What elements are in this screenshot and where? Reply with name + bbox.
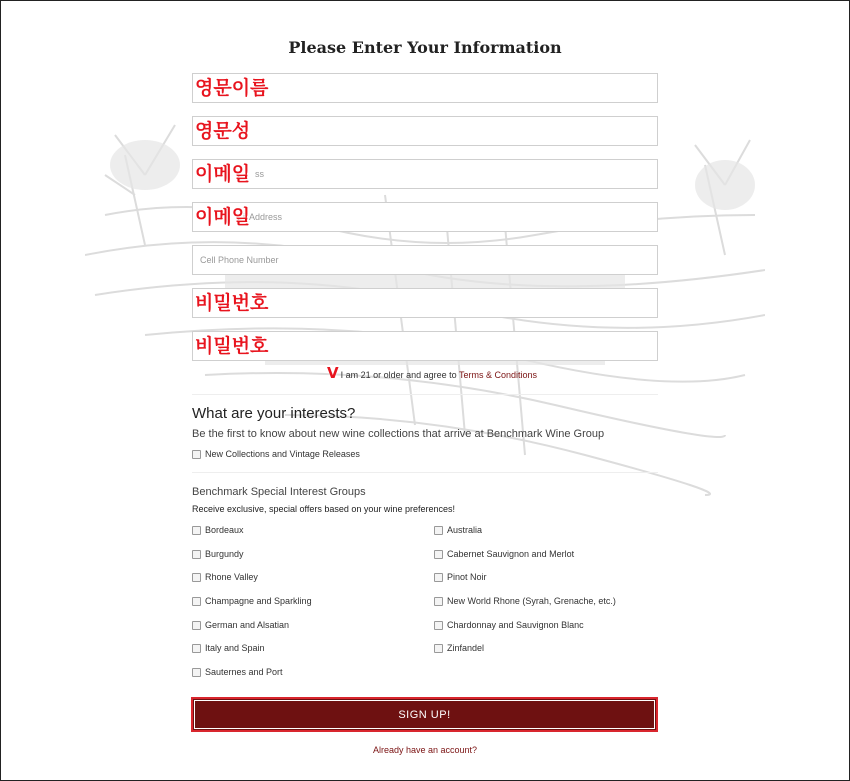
annotation-email: 이메일 (195, 163, 251, 185)
agree-checkmark-annotation[interactable]: V (327, 364, 339, 382)
interests-subheading: Be the first to know about new wine collections that arrive at Benchmark Wine Group (192, 428, 605, 440)
annotation-confirm-email: 이메일 (195, 206, 251, 228)
checkbox-italy-spain[interactable]: Italy and Spain (192, 643, 265, 653)
email-input[interactable]: ss 이메일 (192, 159, 658, 189)
checkbox-zinfandel[interactable]: Zinfandel (434, 643, 484, 653)
checkbox-bordeaux[interactable]: Bordeaux (192, 525, 244, 535)
groups-note: Receive exclusive, special offers based on your wine preferences! (192, 504, 455, 514)
interests-heading: What are your interests? (192, 405, 356, 422)
checkbox-rhone-valley[interactable]: Rhone Valley (192, 572, 258, 582)
age-agreement: V I am 21 or older and agree to Terms & Conditions (327, 364, 538, 382)
checkbox-cabernet[interactable]: Cabernet Sauvignon and Merlot (434, 549, 574, 559)
checkbox-german[interactable]: German and Alsatian (192, 620, 289, 630)
checkbox-burgundy[interactable]: Burgundy (192, 549, 244, 559)
checkbox-new-collections[interactable]: New Collections and Vintage Releases (192, 449, 360, 459)
checkbox-chardonnay[interactable]: Chardonnay and Sauvignon Blanc (434, 620, 584, 630)
divider (192, 394, 658, 395)
annotation-confirm-password: 비밀번호 (195, 335, 269, 357)
checkbox-sauternes[interactable]: Sauternes and Port (192, 667, 283, 677)
annotation-first-name: 영문이름 (195, 77, 269, 99)
checkbox-new-world-rhone[interactable]: New World Rhone (Syrah, Grenache, etc.) (434, 596, 616, 606)
confirm-password-input[interactable] (192, 331, 658, 361)
checkbox-box[interactable] (192, 450, 201, 459)
page-title: Please Enter Your Information (288, 38, 562, 57)
checkbox-champagne[interactable]: Champagne and Sparkling (192, 596, 312, 606)
login-link[interactable]: Already have an account? (372, 745, 478, 755)
groups-heading: Benchmark Special Interest Groups (192, 486, 366, 498)
password-input[interactable] (192, 288, 658, 318)
cell-phone-input[interactable]: Cell Phone Number (192, 245, 658, 275)
divider (192, 472, 658, 473)
checkbox-pinot-noir[interactable]: Pinot Noir (434, 572, 487, 582)
first-name-input[interactable] (192, 73, 658, 103)
sign-up-button[interactable]: SIGN UP! (191, 697, 658, 732)
confirm-email-input[interactable]: il Address 이메일 (192, 202, 658, 232)
last-name-input[interactable] (192, 116, 658, 146)
annotation-last-name: 영문성 (195, 120, 251, 142)
annotation-password: 비밀번호 (195, 292, 269, 314)
terms-link[interactable]: Terms & Conditions (459, 370, 538, 380)
checkbox-australia[interactable]: Australia (434, 525, 482, 535)
